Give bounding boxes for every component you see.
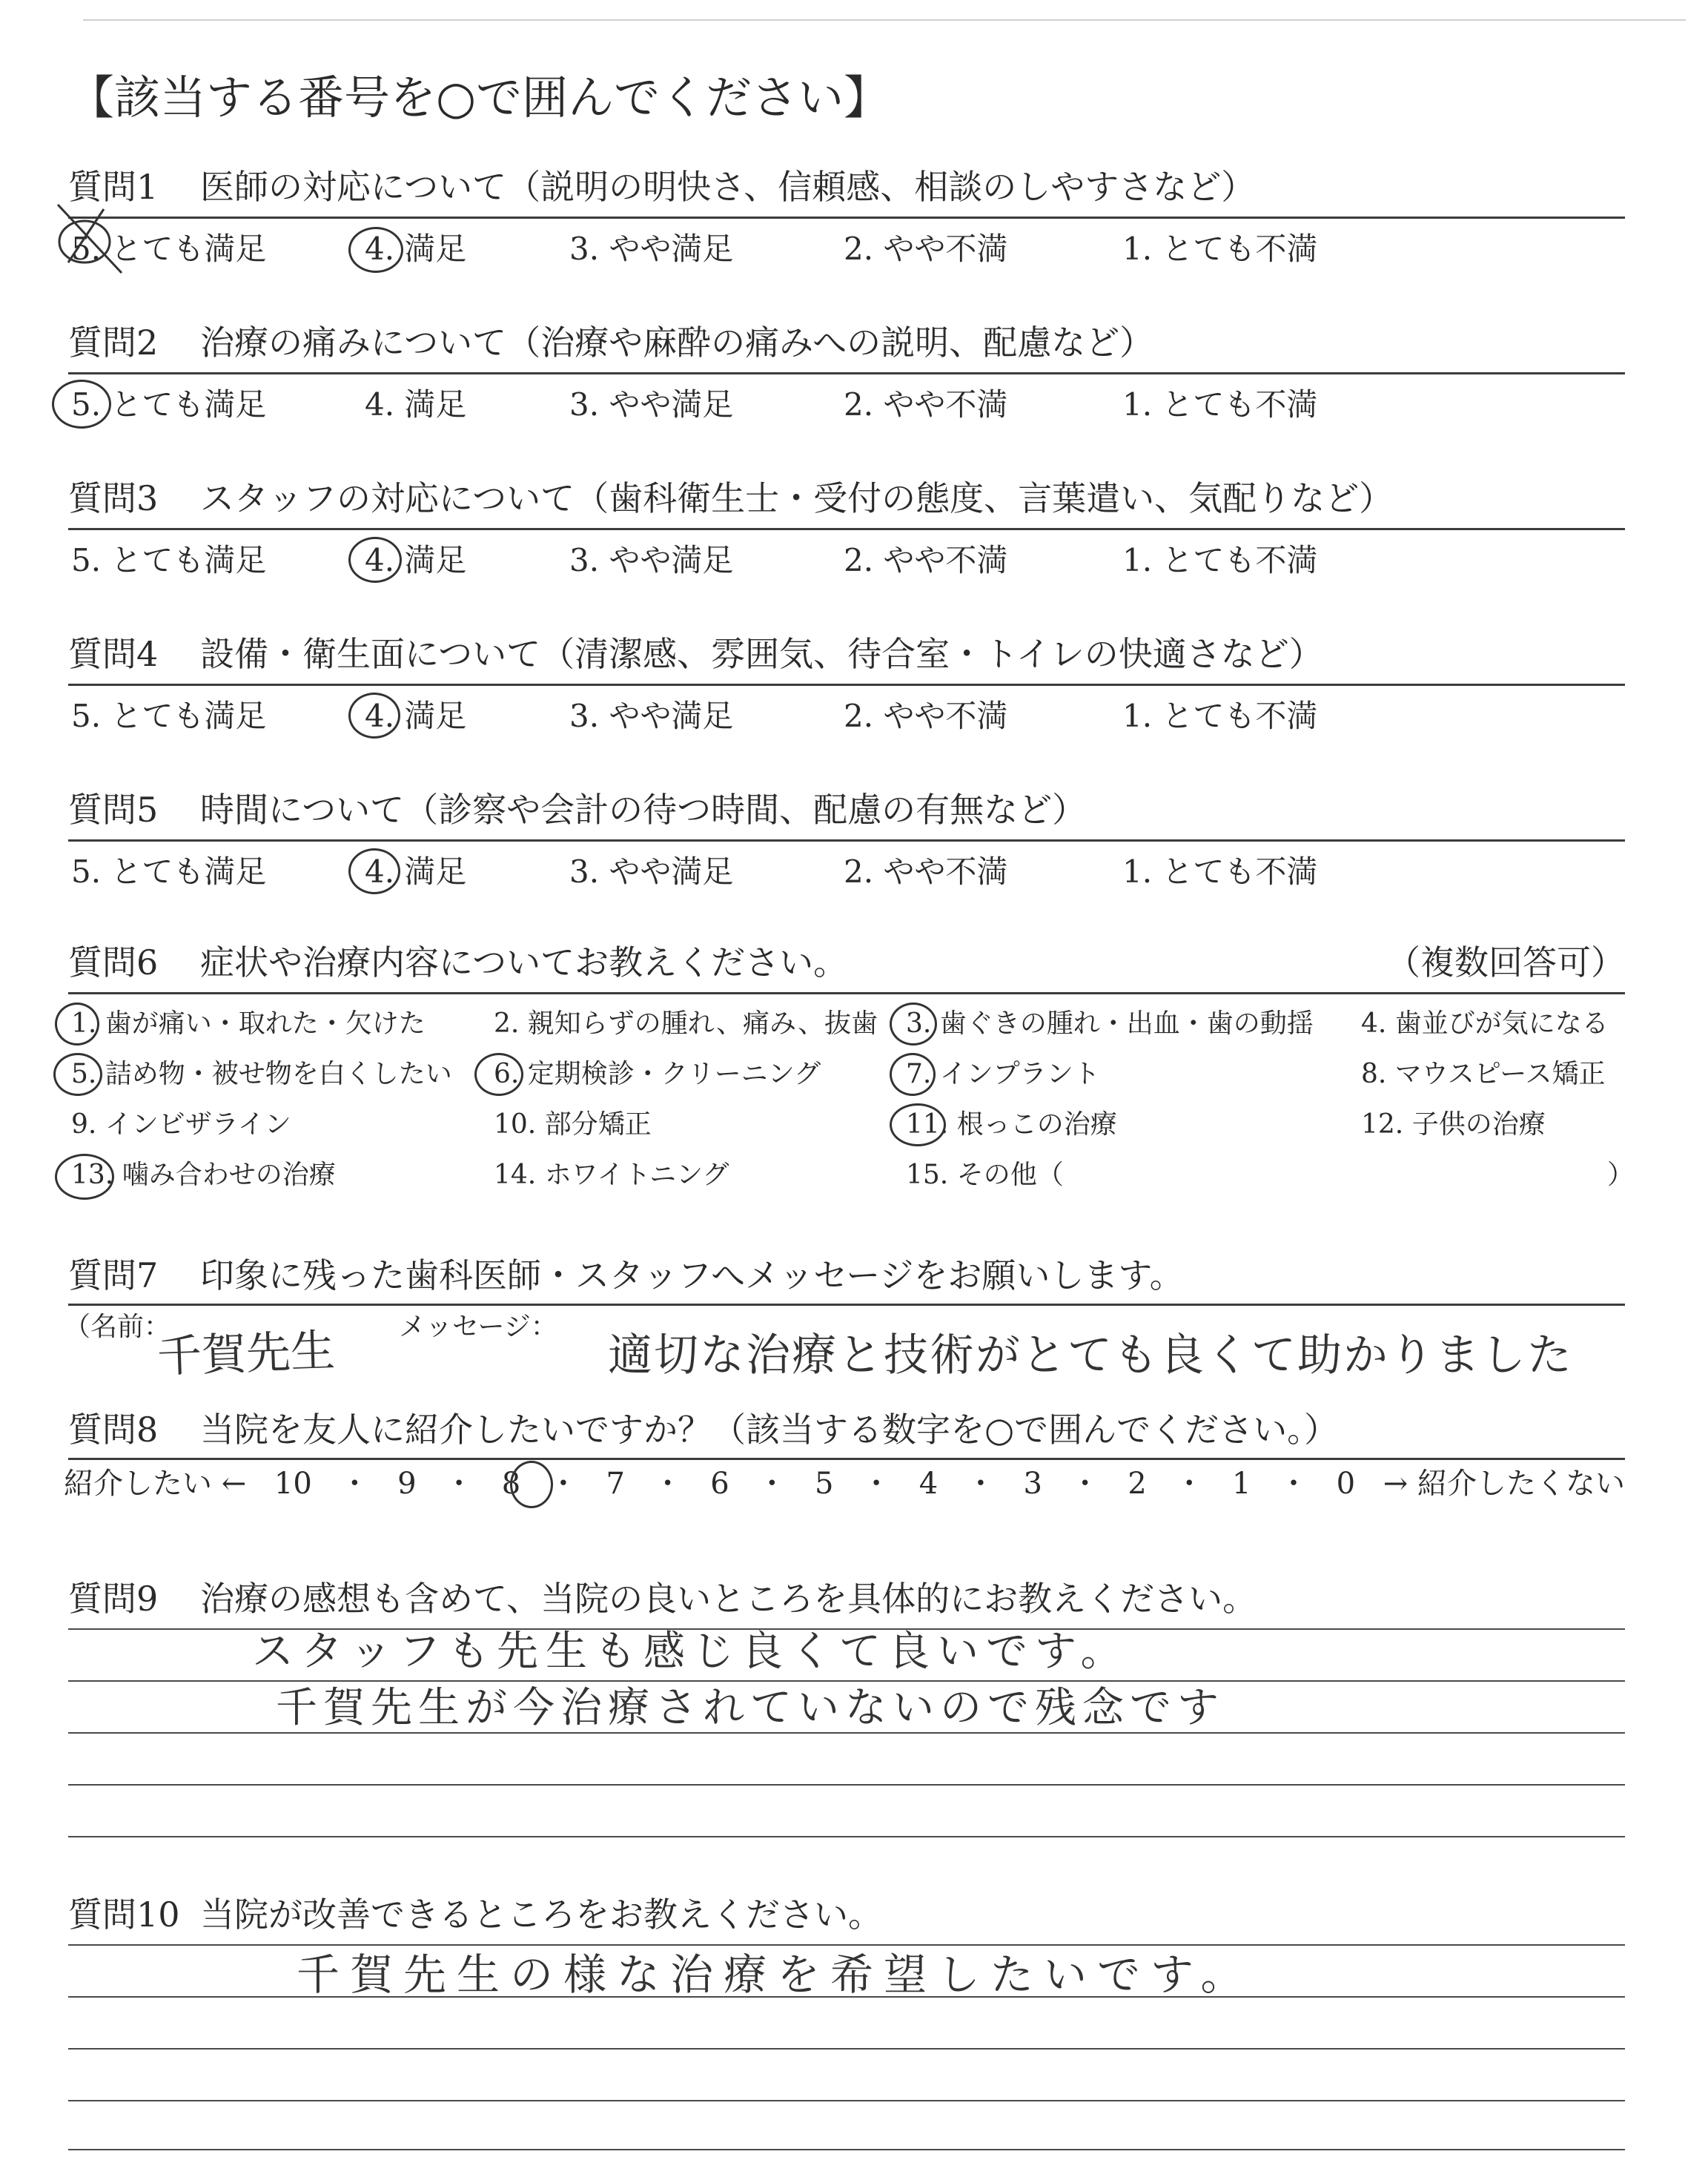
scale-dot: ・ [1279,1467,1309,1501]
scale-7[interactable]: 7 [606,1467,625,1501]
scale-right-label: → 紹介したくない [1383,1467,1625,1501]
question-3-heading [68,476,1393,521]
scale-10[interactable]: 10 [274,1467,312,1501]
question-2-rule [68,372,1625,374]
scale-dot: ・ [548,1467,578,1501]
handwritten-message: 適切な治療と技術がとても良くて助かりました [608,1330,1573,1381]
symptom-11-circle [890,1103,946,1146]
q2-option-3[interactable]: 3. やや満足 [569,386,734,423]
q9-handwritten-line-2: 千賀先生が今治療されていないので残念です [276,1684,1225,1732]
q2-option-1[interactable]: 1. とても不満 [1122,386,1318,423]
scale-5[interactable]: 5 [815,1467,834,1501]
recommendation-scale [64,1463,1625,1505]
symptom-9[interactable]: 9. インビザライン [71,1109,291,1140]
scale-9[interactable]: 9 [397,1467,417,1501]
scale-dot: ・ [965,1467,996,1501]
symptom-4[interactable]: 4. 歯並びが気になる [1361,1008,1609,1039]
symptom-6[interactable]: 6. 定期検診・クリーニング [494,1059,821,1089]
q4-option-3[interactable]: 3. やや満足 [569,698,734,734]
symptom-7-circle [890,1053,936,1096]
question-text: スタッフの対応について（歯科衛生士・受付の態度、言葉遣い、気配りなど） [200,478,1394,518]
question-1-heading [68,165,1255,209]
page-title: 【該当する番号を○で囲んでください】 [68,70,890,125]
question-5-heading [68,787,1086,832]
q4-option-2[interactable]: 2. やや不満 [844,698,1008,734]
question-number: 質問1 [68,167,159,207]
scale-left-label: 紹介したい ← [64,1467,247,1501]
name-label: （名前： [64,1312,171,1342]
q1-selection-circle [348,227,403,273]
q4-option-1[interactable]: 1. とても不満 [1122,698,1318,734]
question-6-heading [68,940,847,985]
q10-handwritten-line-1: 千賀先生の様な治療を希望したいです。 [297,1949,1254,2000]
symptom-3-circle [890,1003,937,1046]
multiple-answers-note: （複数回答可） [1386,942,1625,982]
q5-option-5[interactable]: 5. とても満足 [71,853,267,890]
question-4-rule [68,684,1625,686]
symptom-1-circle [55,1003,99,1046]
scale-4[interactable]: 4 [918,1467,939,1501]
symptom-5[interactable]: 5. 詰め物・被せ物を白くしたい [71,1059,452,1089]
question-text: 治療の感想も含めて、当院の良いところを具体的にお教えください。 [200,1579,1257,1619]
scale-dot: ・ [444,1467,474,1501]
symptom-15-other[interactable]: 15. その他（ [906,1160,1064,1190]
scale-dot: ・ [340,1467,370,1501]
question-text: 当院を友人に紹介したいですか？（該当する数字を○で囲んでください。） [200,1410,1339,1450]
scale-dot: ・ [652,1467,683,1501]
question-number: 質問9 [68,1579,159,1619]
question-4-heading [68,632,1323,676]
q2-option-5[interactable]: 5. とても満足 [71,386,267,423]
symptom-6-circle [474,1053,523,1096]
symptom-11[interactable]: 11. 根っこの治療 [906,1109,1117,1140]
scale-6[interactable]: 6 [710,1467,729,1501]
q1-cross-out-mark [52,199,126,280]
question-number: 質問8 [68,1410,159,1450]
writing-line [68,1944,1625,1946]
scale-1[interactable]: 1 [1231,1467,1251,1501]
question-number: 質問5 [68,790,159,830]
symptom-5-circle [53,1053,102,1096]
message-label: メッセージ： [399,1312,557,1342]
question-text: 医師の対応について（説明の明快さ、信頼感、相談のしやすさなど） [200,167,1256,207]
symptom-13-circle [55,1154,114,1200]
scale-dot: ・ [1070,1467,1100,1501]
question-9-heading [68,1576,1257,1621]
q1-option-1[interactable]: 1. とても不満 [1122,231,1318,267]
top-border-line [83,19,1686,21]
scale-dot: ・ [861,1467,892,1501]
question-6-rule [68,992,1625,994]
q5-option-4[interactable]: 4. 満足 [365,853,467,890]
writing-line [68,2100,1625,2101]
symptom-3[interactable]: 3. 歯ぐきの腫れ・出血・歯の動揺 [906,1008,1314,1039]
q3-option-1[interactable]: 1. とても不満 [1122,542,1318,578]
question-2-heading [68,320,1153,365]
q4-option-4[interactable]: 4. 満足 [365,698,467,734]
writing-line [68,2048,1625,2050]
question-7-heading [68,1253,1184,1298]
question-number: 質問7 [68,1255,159,1295]
scale-dot: ・ [757,1467,787,1501]
question-10-heading [68,1892,882,1937]
symptom-7[interactable]: 7. インプラント [906,1059,1100,1089]
question-8-heading [68,1407,1338,1452]
q3-selection-circle [348,537,402,583]
symptom-2[interactable]: 2. 親知らずの腫れ、痛み、抜歯 [494,1008,878,1039]
writing-line [68,1836,1625,1837]
question-8-rule [68,1458,1625,1460]
question-text: 当院が改善できるところをお教えください。 [200,1895,882,1935]
handwritten-name: 千賀先生 [156,1324,337,1384]
q5-option-3[interactable]: 3. やや満足 [569,853,734,890]
q3-option-4[interactable]: 4. 満足 [365,542,467,578]
symptom-12[interactable]: 12. 子供の治療 [1361,1109,1546,1140]
question-5-rule [68,839,1625,842]
scale-3[interactable]: 3 [1023,1467,1042,1501]
question-3-rule [68,528,1625,530]
q2-option-2[interactable]: 2. やや不満 [844,386,1008,423]
question-number: 質問4 [68,634,159,674]
q3-option-3[interactable]: 3. やや満足 [569,542,734,578]
question-1-rule [68,217,1625,219]
q5-option-2[interactable]: 2. やや不満 [844,853,1008,890]
q1-option-2[interactable]: 2. やや不満 [844,231,1008,267]
question-7-rule [68,1304,1625,1306]
writing-line [68,1784,1625,1786]
symptom-10[interactable]: 10. 部分矯正 [494,1109,652,1140]
q4-selection-circle [348,693,400,739]
scale-2[interactable]: 2 [1128,1467,1147,1501]
writing-line [68,1680,1625,1682]
q9-handwritten-line-1: スタッフも先生も感じ良くて良いです。 [252,1628,1130,1676]
scale-0[interactable]: 0 [1336,1467,1356,1501]
question-text: 時間について（診察や会計の待つ時間、配慮の有無など） [200,790,1087,830]
q1-option-3[interactable]: 3. やや満足 [569,231,734,267]
question-text: 症状や治療内容についてお教えください。 [200,942,848,982]
writing-line [68,1732,1625,1734]
question-text: 印象に残った歯科医師・スタッフへメッセージをお願いします。 [200,1255,1184,1295]
symptom-1[interactable]: 1. 歯が痛い・取れた・欠けた [71,1008,426,1039]
q1-option-5[interactable]: 5. とても満足 [71,231,267,267]
question-number: 質問3 [68,478,159,518]
q8-selection-circle [510,1461,553,1508]
symptom-8[interactable]: 8. マウスピース矯正 [1361,1059,1606,1089]
q5-option-1[interactable]: 1. とても不満 [1122,853,1318,890]
scale-dot: ・ [1174,1467,1205,1501]
q2-option-4[interactable]: 4. 満足 [365,386,467,423]
symptom-13[interactable]: 13. 噛み合わせの治療 [71,1160,336,1190]
q4-option-5[interactable]: 5. とても満足 [71,698,267,734]
symptom-14[interactable]: 14. ホワイトニング [494,1160,729,1190]
other-close-paren: ） [1607,1160,1635,1190]
q2-selection-circle [52,380,111,429]
q1-option-4[interactable]: 4. 満足 [365,231,467,267]
q5-selection-circle [348,848,400,894]
scale-8[interactable]: 8 [501,1467,521,1501]
question-number: 質問6 [68,942,159,982]
q3-option-2[interactable]: 2. やや不満 [844,542,1008,578]
question-number: 質問2 [68,323,159,363]
question-text: 治療の痛みについて（治療や麻酔の痛みへの説明、配慮など） [200,323,1154,363]
question-text: 設備・衛生面について（清潔感、雰囲気、待合室・トイレの快適さなど） [200,634,1323,674]
q3-option-5[interactable]: 5. とても満足 [71,542,267,578]
question-number: 質問10 [68,1895,180,1935]
writing-line [68,2149,1625,2150]
